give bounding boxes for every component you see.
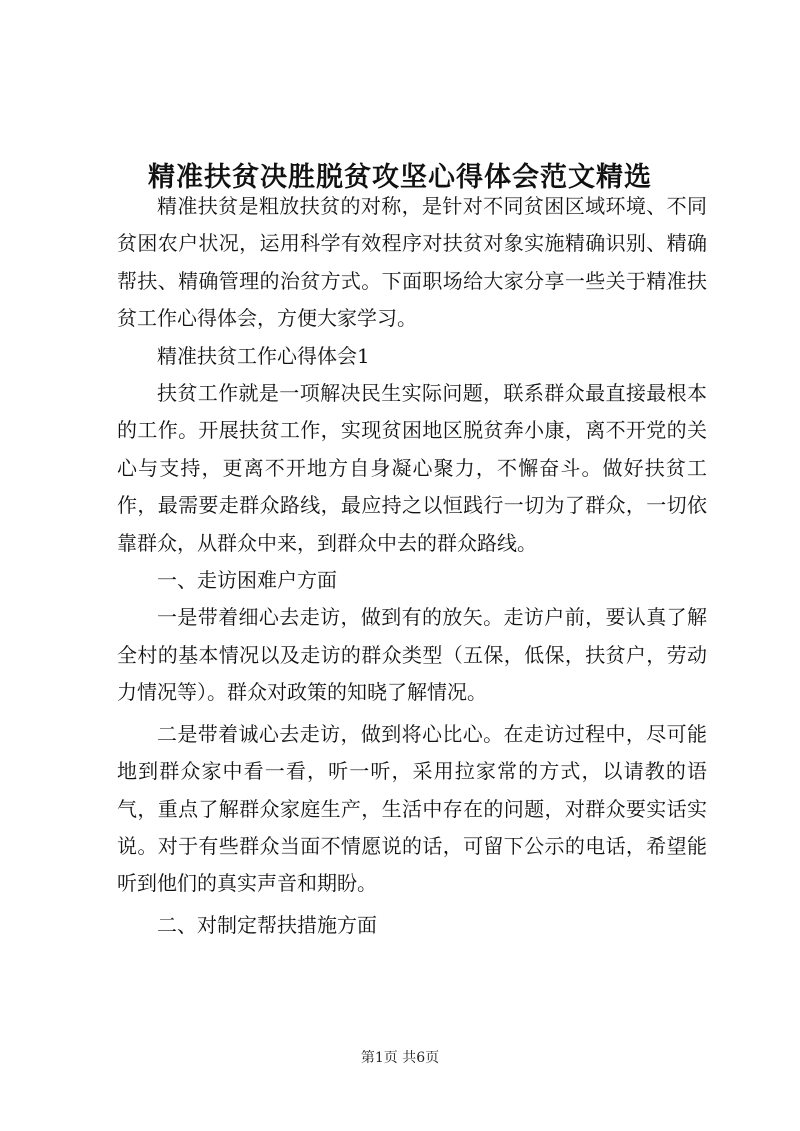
document-title: 精准扶贫决胜脱贫攻坚心得体会范文精选 (148, 162, 652, 194)
paragraph-point-one: 一是带着细心去走访，做到有的放矢。走访户前，要认真了解全村的基本情况以及走访的群众类型（五保，低保，扶贫户，劳动力情况等）。群众对政策的知晓了解情况。 (117, 605, 707, 705)
paragraph-point-two: 二是带着诚心去走访，做到将心比心。在走访过程中，尽可能地到群众家中看一看，听一听，采用拉家常的方式，以请教的语气，重点了解群众家庭生产，生活中存在的问题，对群众要实话实说。对于有些群众当面不情愿说的话，可留下公示的电话，希望能听到他们的真实声音和期盼。 (117, 721, 707, 896)
subsection-heading-measures: 二、对制定帮扶措施方面 (157, 912, 377, 937)
section-heading-1: 精准扶贫工作心得体会1 (157, 343, 370, 368)
paragraph-body: 扶贫工作就是一项解决民生实际问题，联系群众最直接最根本的工作。开展扶贫工作，实现贫困地区脱贫奔小康，离不开党的关心与支持，更离不开地方自身凝心聚力，不懈奋斗。做好扶贫工作，最需要走群众路线，最应持之以恒践行一切为了群众，一切依靠群众，从群众中来，到群众中去的群众路线。 (117, 381, 707, 555)
page-footer: 第1页 共6页 (360, 1050, 440, 1066)
subsection-heading-visit: 一、走访困难户方面 (157, 568, 337, 593)
document-body (117, 188, 707, 944)
paragraph-intro: 精准扶贫是粗放扶贫的对称，是针对不同贫困区域环境、不同贫困农户状况，运用科学有效程序对扶贫对象实施精确识别、精确帮扶、精确管理的治贫方式。下面职场给大家分享一些关于精准扶贫工作心得体会，方便大家学习。 (117, 194, 707, 331)
